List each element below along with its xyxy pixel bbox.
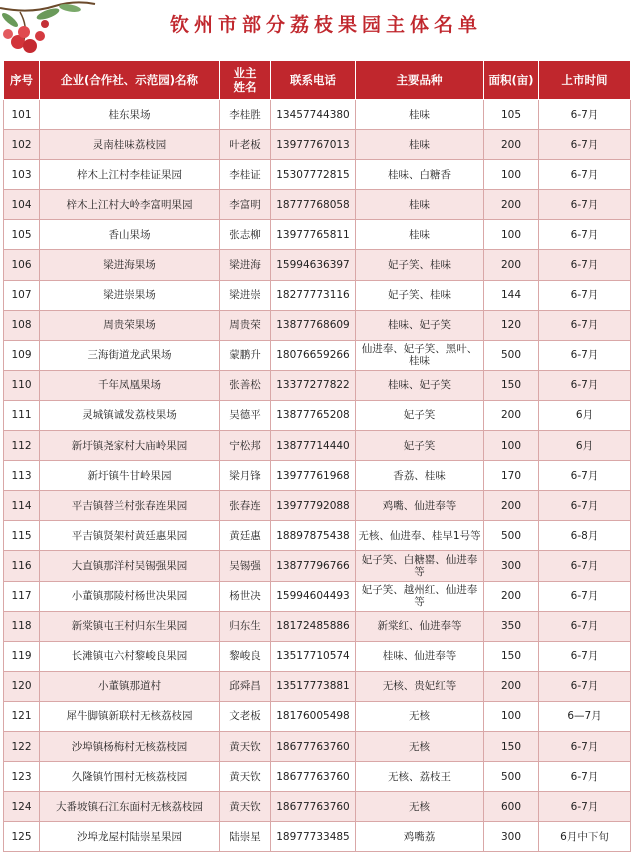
cell-phone: 13977761968 [271, 461, 356, 491]
cell-area: 200 [484, 581, 539, 611]
cell-area: 300 [484, 822, 539, 852]
cell-area: 200 [484, 671, 539, 701]
cell-area: 500 [484, 340, 539, 370]
cell-owner: 归东生 [220, 611, 271, 641]
cell-variety: 无核、荔枝王 [356, 762, 484, 792]
cell-variety: 无核、仙进奉、桂早1号等 [356, 521, 484, 551]
cell-company: 三海街道龙武果场 [40, 340, 220, 370]
table-row [4, 491, 631, 521]
cell-phone: 18677763760 [271, 762, 356, 792]
cell-market: 6-8月 [539, 521, 631, 551]
cell-no: 120 [4, 671, 40, 701]
cell-no: 125 [4, 822, 40, 852]
cell-owner: 黄廷惠 [220, 521, 271, 551]
cell-market: 6-7月 [539, 731, 631, 761]
table-row [4, 611, 631, 641]
table-row [4, 581, 631, 611]
table-row [4, 822, 631, 852]
cell-no: 114 [4, 491, 40, 521]
cell-no: 119 [4, 641, 40, 671]
cell-company: 沙埠龙屋村陆崇星果园 [40, 822, 220, 852]
cell-no: 111 [4, 400, 40, 430]
cell-area: 100 [484, 220, 539, 250]
cell-variety: 桂味、妃子笑 [356, 370, 484, 400]
cell-phone: 18277773116 [271, 280, 356, 310]
cell-area: 200 [484, 190, 539, 220]
cell-owner: 梁进崇 [220, 280, 271, 310]
cell-variety: 桂味、白糖香 [356, 160, 484, 190]
cell-market: 6-7月 [539, 370, 631, 400]
cell-company: 小董镇那陵村杨世决果园 [40, 581, 220, 611]
cell-no: 113 [4, 461, 40, 491]
cell-variety: 桂味 [356, 220, 484, 250]
cell-company: 沙埠镇杨梅村无核荔枝园 [40, 731, 220, 761]
cell-company: 小董镇那道村 [40, 671, 220, 701]
cell-area: 100 [484, 431, 539, 461]
cell-variety: 无核 [356, 731, 484, 761]
cell-market: 6-7月 [539, 461, 631, 491]
cell-variety: 桂味 [356, 100, 484, 130]
header-no: 序号 [4, 61, 40, 100]
cell-market: 6-7月 [539, 762, 631, 792]
cell-market: 6-7月 [539, 611, 631, 641]
cell-variety: 桂味 [356, 190, 484, 220]
cell-owner: 宁松邦 [220, 431, 271, 461]
table-body [4, 100, 631, 852]
cell-area: 150 [484, 641, 539, 671]
cell-market: 6-7月 [539, 551, 631, 581]
table-row [4, 641, 631, 671]
table-row [4, 792, 631, 822]
cell-phone: 13457744380 [271, 100, 356, 130]
cell-area: 100 [484, 701, 539, 731]
table-row [4, 370, 631, 400]
cell-area: 600 [484, 792, 539, 822]
cell-owner: 李桂证 [220, 160, 271, 190]
cell-owner: 黄天钦 [220, 762, 271, 792]
cell-market: 6-7月 [539, 220, 631, 250]
table-row [4, 701, 631, 731]
cell-area: 200 [484, 491, 539, 521]
cell-company: 犀牛脚镇新联村无核荔枝园 [40, 701, 220, 731]
header-company: 企业(合作社、示范园)名称 [40, 61, 220, 100]
header-area: 面积(亩) [484, 61, 539, 100]
cell-no: 102 [4, 130, 40, 160]
cell-company: 梓木上江村李桂证果园 [40, 160, 220, 190]
cell-market: 6-7月 [539, 671, 631, 701]
cell-area: 200 [484, 250, 539, 280]
cell-no: 103 [4, 160, 40, 190]
cell-area: 120 [484, 310, 539, 340]
cell-company: 梁进海果场 [40, 250, 220, 280]
cell-phone: 13517773881 [271, 671, 356, 701]
cell-area: 105 [484, 100, 539, 130]
cell-no: 117 [4, 581, 40, 611]
cell-phone: 18076659266 [271, 340, 356, 370]
cell-company: 千年凤凰果场 [40, 370, 220, 400]
cell-no: 110 [4, 370, 40, 400]
cell-variety: 妃子笑 [356, 431, 484, 461]
cell-owner: 吴锡强 [220, 551, 271, 581]
cell-no: 107 [4, 280, 40, 310]
cell-variety: 无核 [356, 792, 484, 822]
page-title: 钦州市部分荔枝果园主体名单 [169, 13, 482, 36]
cell-owner: 陆崇星 [220, 822, 271, 852]
cell-phone: 18677763760 [271, 731, 356, 761]
table-row [4, 762, 631, 792]
cell-phone: 18172485886 [271, 611, 356, 641]
cell-no: 118 [4, 611, 40, 641]
header-phone: 联系电话 [271, 61, 356, 100]
cell-variety: 妃子笑、白糖罂、仙进奉等 [356, 551, 484, 581]
cell-no: 108 [4, 310, 40, 340]
cell-company: 新棠镇屯王村归东生果园 [40, 611, 220, 641]
cell-phone: 15307772815 [271, 160, 356, 190]
cell-variety: 妃子笑 [356, 400, 484, 430]
cell-no: 106 [4, 250, 40, 280]
cell-variety: 无核、贵妃红等 [356, 671, 484, 701]
cell-company: 长滩镇屯六村黎峻良果园 [40, 641, 220, 671]
cell-owner: 黄天钦 [220, 792, 271, 822]
cell-market: 6-7月 [539, 491, 631, 521]
cell-area: 150 [484, 731, 539, 761]
cell-no: 124 [4, 792, 40, 822]
table-row [4, 461, 631, 491]
cell-owner: 文老板 [220, 701, 271, 731]
cell-phone: 18677763760 [271, 792, 356, 822]
table-row [4, 220, 631, 250]
cell-area: 170 [484, 461, 539, 491]
cell-market: 6月 [539, 431, 631, 461]
cell-no: 121 [4, 701, 40, 731]
cell-owner: 李桂胜 [220, 100, 271, 130]
cell-owner: 蒙鹏升 [220, 340, 271, 370]
cell-company: 新圩镇牛甘岭果园 [40, 461, 220, 491]
cell-variety: 鸡嘴荔 [356, 822, 484, 852]
cell-area: 150 [484, 370, 539, 400]
table-row [4, 250, 631, 280]
cell-phone: 15994604493 [271, 581, 356, 611]
cell-company: 大番坡镇石江东面村无核荔枝园 [40, 792, 220, 822]
cell-owner: 周贵荣 [220, 310, 271, 340]
cell-area: 100 [484, 160, 539, 190]
cell-phone: 13977792088 [271, 491, 356, 521]
header-owner-line2: 姓名 [233, 80, 257, 94]
cell-phone: 18897875438 [271, 521, 356, 551]
cell-owner: 吴德平 [220, 400, 271, 430]
cell-variety: 新棠红、仙进奉等 [356, 611, 484, 641]
cell-owner: 张春连 [220, 491, 271, 521]
cell-phone: 13377277822 [271, 370, 356, 400]
cell-variety: 妃子笑、越州红、仙进奉等 [356, 581, 484, 611]
cell-company: 大直镇那洋村吴锡强果园 [40, 551, 220, 581]
cell-company: 梁进崇果场 [40, 280, 220, 310]
cell-company: 周贵荣果场 [40, 310, 220, 340]
cell-market: 6-7月 [539, 310, 631, 340]
cell-market: 6-7月 [539, 280, 631, 310]
cell-variety: 桂味 [356, 130, 484, 160]
cell-owner: 梁进海 [220, 250, 271, 280]
cell-no: 112 [4, 431, 40, 461]
cell-phone: 13877796766 [271, 551, 356, 581]
cell-area: 500 [484, 521, 539, 551]
cell-phone: 18777768058 [271, 190, 356, 220]
table-row [4, 521, 631, 551]
cell-company: 梓木上江村大岭李富明果园 [40, 190, 220, 220]
table-row [4, 671, 631, 701]
cell-market: 6-7月 [539, 581, 631, 611]
table-row [4, 130, 631, 160]
header-variety: 主要品种 [356, 61, 484, 100]
cell-no: 116 [4, 551, 40, 581]
cell-no: 109 [4, 340, 40, 370]
cell-area: 200 [484, 130, 539, 160]
cell-company: 香山果场 [40, 220, 220, 250]
cell-owner: 邱舜昌 [220, 671, 271, 701]
cell-market: 6月中下旬 [539, 822, 631, 852]
cell-owner: 张志柳 [220, 220, 271, 250]
cell-phone: 13977765811 [271, 220, 356, 250]
cell-owner: 梁月锋 [220, 461, 271, 491]
cell-area: 300 [484, 551, 539, 581]
cell-no: 104 [4, 190, 40, 220]
cell-area: 144 [484, 280, 539, 310]
cell-company: 平吉镇替兰村张春连果园 [40, 491, 220, 521]
table-row [4, 280, 631, 310]
cell-variety: 鸡嘴、仙进奉等 [356, 491, 484, 521]
cell-company: 久隆镇竹围村无核荔枝园 [40, 762, 220, 792]
table-row [4, 100, 631, 130]
cell-phone: 15994636397 [271, 250, 356, 280]
table-row [4, 190, 631, 220]
cell-owner: 黎峻良 [220, 641, 271, 671]
cell-market: 6-7月 [539, 160, 631, 190]
cell-variety: 香荔、桂味 [356, 461, 484, 491]
cell-variety: 无核 [356, 701, 484, 731]
cell-area: 200 [484, 400, 539, 430]
table-row [4, 431, 631, 461]
cell-phone: 13977767013 [271, 130, 356, 160]
cell-company: 灵城镇诚发荔枝果场 [40, 400, 220, 430]
cell-area: 350 [484, 611, 539, 641]
header-owner [220, 61, 271, 100]
table-row [4, 551, 631, 581]
cell-phone: 13877768609 [271, 310, 356, 340]
cell-market: 6-7月 [539, 641, 631, 671]
table-row [4, 310, 631, 340]
header-owner-line1: 业主 [233, 66, 257, 80]
cell-market: 6-7月 [539, 130, 631, 160]
cell-market: 6-7月 [539, 340, 631, 370]
cell-variety: 妃子笑、桂味 [356, 250, 484, 280]
cell-market: 6-7月 [539, 100, 631, 130]
cell-company: 灵南桂味荔枝园 [40, 130, 220, 160]
header-market: 上市时间 [539, 61, 631, 100]
cell-company: 新圩镇尧家村大庙岭果园 [40, 431, 220, 461]
cell-phone: 13517710574 [271, 641, 356, 671]
table-row [4, 731, 631, 761]
cell-no: 115 [4, 521, 40, 551]
cell-company: 桂东果场 [40, 100, 220, 130]
cell-phone: 18176005498 [271, 701, 356, 731]
cell-variety: 桂味、妃子笑 [356, 310, 484, 340]
orchard-table [3, 60, 631, 852]
cell-area: 500 [484, 762, 539, 792]
cell-phone: 18977733485 [271, 822, 356, 852]
cell-market: 6-7月 [539, 792, 631, 822]
cell-phone: 13877714440 [271, 431, 356, 461]
cell-owner: 叶老板 [220, 130, 271, 160]
table-row [4, 340, 631, 370]
cell-no: 123 [4, 762, 40, 792]
cell-variety: 妃子笑、桂味 [356, 280, 484, 310]
cell-owner: 杨世决 [220, 581, 271, 611]
cell-phone: 13877765208 [271, 400, 356, 430]
cell-variety: 仙进奉、妃子笑、黑叶、桂味 [356, 340, 484, 370]
table-row [4, 160, 631, 190]
cell-owner: 黄天钦 [220, 731, 271, 761]
cell-owner: 李富明 [220, 190, 271, 220]
cell-market: 6-7月 [539, 250, 631, 280]
cell-no: 105 [4, 220, 40, 250]
cell-market: 6—7月 [539, 701, 631, 731]
cell-variety: 桂味、仙进奉等 [356, 641, 484, 671]
table-header-row [4, 61, 631, 100]
cell-no: 101 [4, 100, 40, 130]
cell-no: 122 [4, 731, 40, 761]
cell-market: 6-7月 [539, 190, 631, 220]
cell-owner: 张善松 [220, 370, 271, 400]
cell-market: 6月 [539, 400, 631, 430]
cell-company: 平吉镇贤架村黄廷惠果园 [40, 521, 220, 551]
table-row [4, 400, 631, 430]
title-bar [0, 0, 632, 46]
